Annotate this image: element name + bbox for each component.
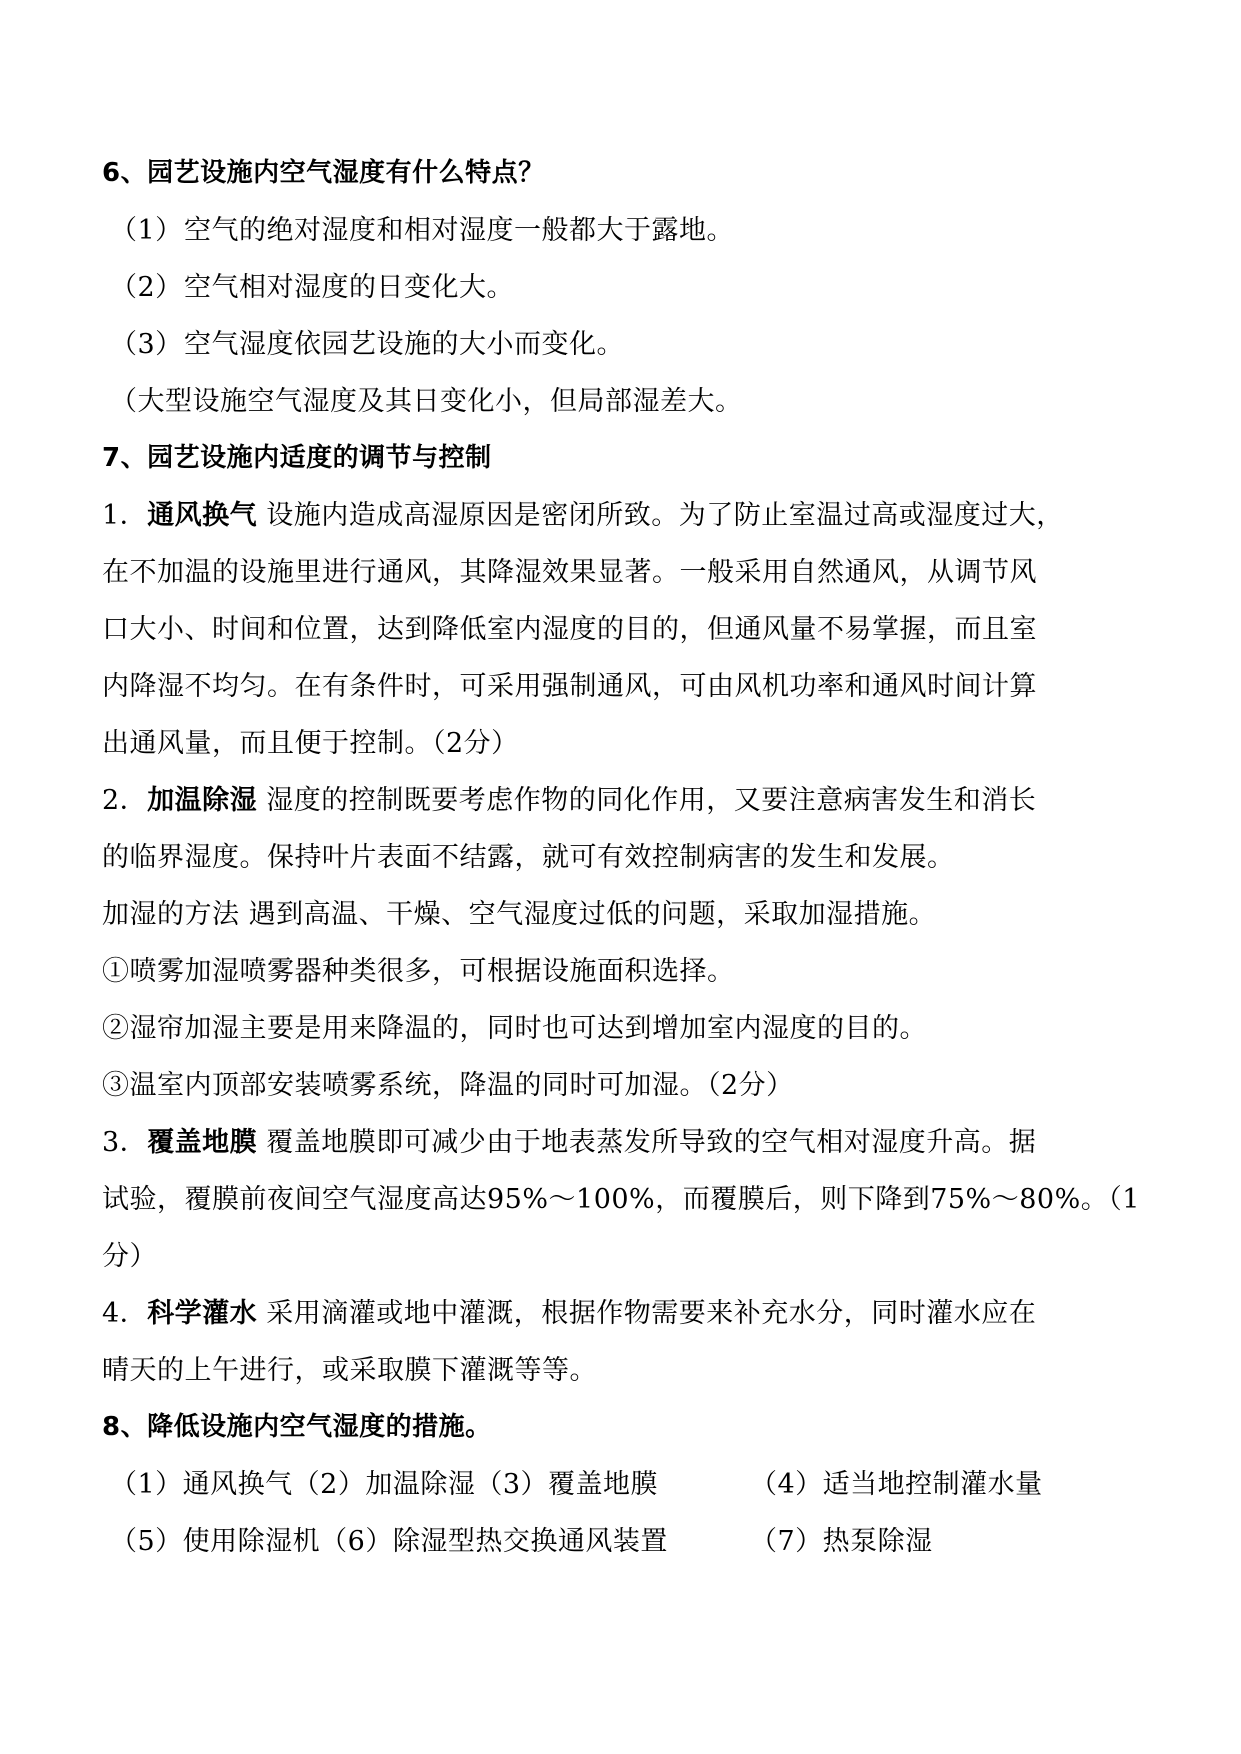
section7-p2-line4: ①喷雾加湿喷雾器种类很多，可根据设施面积选择。	[102, 956, 735, 987]
measures-right: （7）热泵除湿	[750, 1526, 933, 1557]
item-text: 空气的绝对湿度和相对湿度一般都大于露地。	[184, 215, 734, 246]
section7-p1-line5: 出通风量，而且便于控制。（2分）	[102, 728, 519, 759]
section7-title: 7、园艺设施内适度的调节与控制	[102, 443, 492, 473]
item-number: （1）	[110, 215, 183, 246]
section7-p4-line1	[102, 1285, 1142, 1342]
section7-p1-line2: 在不加温的设施里进行通风，其降湿效果显著。一般采用自然通风，从调节风	[102, 557, 1037, 588]
section7-p2-line1	[102, 772, 1142, 829]
paragraph-number: 1．	[102, 500, 148, 531]
section6-item-2	[102, 259, 1142, 316]
paragraph-text: 覆盖地膜即可减少由于地表蒸发所导致的空气相对湿度升高。据	[257, 1127, 1037, 1158]
section7-p2-line6: ③温室内顶部安装喷雾系统，降温的同时可加湿。（2分）	[102, 1070, 794, 1101]
paragraph-text: 湿度的控制既要考虑作物的同化作用，又要注意病害发生和消长	[257, 785, 1037, 816]
paragraph-term: 加温除湿	[147, 785, 258, 816]
section8-row2	[102, 1513, 1142, 1570]
section6-title: 6、园艺设施内空气湿度有什么特点？	[102, 158, 545, 188]
section7-p1-line1	[102, 487, 1142, 544]
measures-right: （4）适当地控制灌水量	[750, 1469, 1043, 1500]
section6-note: （大型设施空气湿度及其日变化小，但局部湿差大。	[110, 386, 743, 417]
section6-item-1	[102, 202, 1142, 259]
section6-item-3	[102, 316, 1142, 373]
section7-p2-line5: ②湿帘加湿主要是用来降温的，同时也可达到增加室内湿度的目的。	[102, 1013, 927, 1044]
section7-p3-line1	[102, 1114, 1142, 1171]
item-text: 空气湿度依园艺设施的大小而变化。	[184, 329, 624, 360]
section8-row1	[102, 1456, 1142, 1513]
paragraph-number: 2．	[102, 785, 148, 816]
section7-p1-line4: 内降湿不均匀。在有条件时，可采用强制通风，可由风机功率和通风时间计算	[102, 671, 1037, 702]
paragraph-text: 设施内造成高湿原因是密闭所致。为了防止室温过高或湿度过大，	[257, 500, 1064, 531]
measures-left: （1）通风换气（2）加温除湿（3）覆盖地膜	[110, 1469, 659, 1500]
paragraph-text: 采用滴灌或地中灌溉，根据作物需要来补充水分，同时灌水应在	[257, 1298, 1037, 1329]
section7-p4-line2: 晴天的上午进行，或采取膜下灌溉等等。	[102, 1355, 597, 1386]
section7-p1-line3: 口大小、时间和位置，达到降低室内湿度的目的，但通风量不易掌握，而且室	[102, 614, 1037, 645]
section7-p3-line3: 分）	[102, 1241, 157, 1272]
paragraph-term: 科学灌水	[147, 1298, 258, 1329]
section8-title: 8、降低设施内空气湿度的措施。	[102, 1412, 492, 1442]
item-number: （2）	[110, 272, 183, 303]
measures-left: （5）使用除湿机（6）除湿型热交换通风装置	[110, 1526, 668, 1557]
section7-p2-line3: 加湿的方法 遇到高温、干燥、空气湿度过低的问题，采取加湿措施。	[102, 899, 937, 930]
paragraph-term: 通风换气	[147, 500, 258, 531]
paragraph-number: 4．	[102, 1298, 148, 1329]
section7-p3-line2: 试验，覆膜前夜间空气湿度高达95%～100%，而覆膜后，则下降到75%～80%。（1	[102, 1184, 1140, 1215]
section7-p2-line2: 的临界湿度。保持叶片表面不结露，就可有效控制病害的发生和发展。	[102, 842, 955, 873]
paragraph-number: 3．	[102, 1127, 148, 1158]
document-page	[102, 145, 1142, 1570]
item-number: （3）	[110, 329, 183, 360]
item-text: 空气相对湿度的日变化大。	[184, 272, 514, 303]
paragraph-term: 覆盖地膜	[147, 1127, 258, 1158]
